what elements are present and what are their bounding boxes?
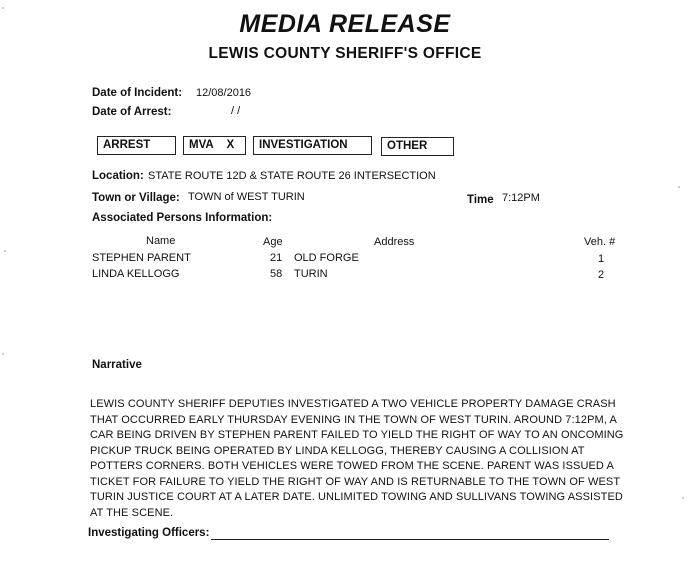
category-box-other[interactable] xyxy=(381,137,454,156)
column-header-age: Age xyxy=(263,236,283,248)
person-address: OLD FORGE xyxy=(294,252,359,264)
person-name: LINDA KELLOGG xyxy=(92,268,180,280)
town-label: Town or Village: xyxy=(92,192,180,204)
category-label-arrest: ARREST xyxy=(103,139,151,151)
category-label-investigation: INVESTIGATION xyxy=(259,139,348,151)
person-name: STEPHEN PARENT xyxy=(92,252,191,264)
category-box-mva[interactable] xyxy=(183,136,246,155)
time-value: 7:12PM xyxy=(502,192,540,204)
column-header-veh: Veh. # xyxy=(584,236,616,248)
time-label: Time xyxy=(467,194,494,206)
column-header-name: Name xyxy=(146,235,176,247)
scan-speck xyxy=(2,7,4,9)
category-box-arrest[interactable] xyxy=(97,136,176,155)
persons-heading: Associated Persons Information: xyxy=(92,212,273,224)
investigating-officers-line[interactable] xyxy=(211,539,609,540)
category-box-investigation[interactable] xyxy=(253,136,372,155)
document-title: MEDIA RELEASE xyxy=(239,10,451,38)
person-vehicle: 2 xyxy=(598,269,605,281)
scan-speck xyxy=(682,497,684,499)
category-label-mva: MVA xyxy=(189,139,214,151)
date-of-arrest-label: Date of Arrest: xyxy=(92,106,172,118)
category-label-other: OTHER xyxy=(387,140,428,152)
location-value: STATE ROUTE 12D & STATE ROUTE 26 INTERSECTION xyxy=(148,170,436,182)
scan-speck xyxy=(2,353,4,355)
narrative-text: LEWIS COUNTY SHERIFF DEPUTIES INVESTIGATED A TWO VEHICLE PROPERTY DAMAGE CRASH THAT OCCURRED EARLY THURSDAY EVENING IN THE TOWN OF WEST TURIN. AROUND 7:12PM, A CAR BEING DRIVEN BY STEPHEN PARENT FAILED TO YIELD THE RIGHT OF WAY TO AN ONCOMING PICKUP TRUCK BEING OPERATED BY LINDA KELLOGG, THEREBY CAUSING A COLLISION AT POTTERS CORNERS. BOTH VEHICLES WERE TOWED FROM THE SCENE. PARENT WAS ISSUED A TICKET FOR FAILURE TO YIELD THE RIGHT OF WAY AND IS RETURNABLE TO THE TOWN OF WEST TURIN JUSTICE COURT AT A LATER DATE. UNLIMITED TOWING AND SULLIVANS TOWING ASSISTED AT THE SCENE. xyxy=(90,398,624,519)
date-of-incident-label: Date of Incident: xyxy=(92,87,183,99)
scan-speck xyxy=(4,250,6,252)
date-of-incident-value: 12/08/2016 xyxy=(196,87,252,99)
person-vehicle: 1 xyxy=(598,253,605,265)
category-mark-mva: X xyxy=(226,139,235,151)
column-header-address: Address xyxy=(374,236,415,248)
investigating-officers-label: Investigating Officers: xyxy=(88,527,210,539)
person-age: 58 xyxy=(270,268,283,280)
location-label: Location: xyxy=(92,170,144,182)
narrative-heading: Narrative xyxy=(92,359,142,371)
person-age: 21 xyxy=(270,252,283,264)
town-value: TOWN of WEST TURIN xyxy=(188,191,305,203)
date-of-arrest-value: / / xyxy=(231,105,241,117)
scan-speck xyxy=(678,186,680,188)
person-address: TURIN xyxy=(294,268,328,280)
agency-name: LEWIS COUNTY SHERIFF'S OFFICE xyxy=(208,45,482,62)
